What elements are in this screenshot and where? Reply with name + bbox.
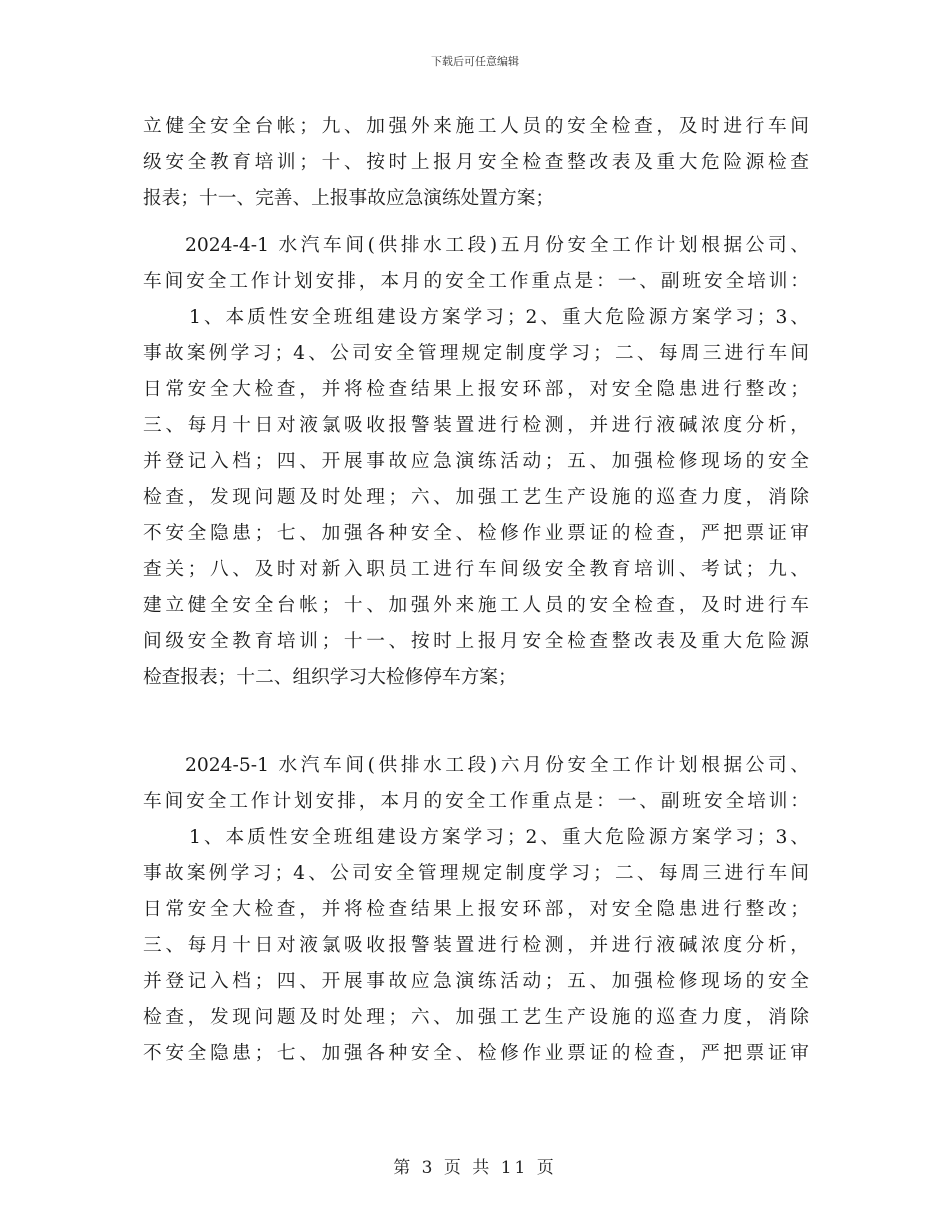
text-line: 间级安全教育培训；十一、按时上报月安全检查整改表及重大危险源	[143, 631, 809, 652]
text-line: 日常安全大检查，并将检查结果上报安环部，对安全隐患进行整改；	[143, 899, 809, 920]
text-line: 三、每月十日对液氯吸收报警装置进行检测，并进行液碱浓度分析，	[143, 415, 809, 436]
text-line: 1、本质性安全班组建设方案学习；2、重大危险源方案学习；3、	[189, 827, 809, 848]
text-line: 车间安全工作计划安排，本月的安全工作重点是：一、副班安全培训：	[143, 791, 809, 812]
paragraph-june-plan	[143, 748, 809, 1072]
text-line: 检查，发现问题及时处理；六、加强工艺生产设施的巡查力度，消除	[143, 487, 809, 508]
text-line: 并登记入档；四、开展事故应急演练活动；五、加强检修现场的安全	[143, 971, 809, 992]
text-line: 查关；八、及时对新入职员工进行车间级安全教育培训、考试；九、	[143, 559, 809, 580]
text-line: 报表；十一、完善、上报事故应急演练处置方案；	[143, 188, 555, 209]
text-line: 1、本质性安全班组建设方案学习；2、重大危险源方案学习；3、	[189, 307, 809, 328]
page-header: 下载后可任意编辑	[431, 55, 519, 68]
text-line: 日常安全大检查，并将检查结果上报安环部，对安全隐患进行整改；	[143, 379, 809, 400]
text-line: 不安全隐患；七、加强各种安全、检修作业票证的检查，严把票证审	[143, 1043, 809, 1064]
text-line: 2024-5-1 水汽车间(供排水工段)六月份安全工作计划根据公司、	[185, 755, 809, 776]
text-line: 三、每月十日对液氯吸收报警装置进行检测，并进行液碱浓度分析，	[143, 935, 809, 956]
text-line: 检查报表；十二、组织学习大检修停车方案；	[143, 667, 517, 688]
text-line: 不安全隐患；七、加强各种安全、检修作业票证的检查，严把票证审	[143, 523, 809, 544]
text-line: 检查，发现问题及时处理；六、加强工艺生产设施的巡查力度，消除	[143, 1007, 809, 1028]
text-line: 车间安全工作计划安排，本月的安全工作重点是：一、副班安全培训：	[143, 271, 809, 292]
text-line: 建立健全安全台帐；十、加强外来施工人员的安全检查，及时进行车	[143, 595, 809, 616]
paragraph-may-plan	[143, 228, 809, 696]
page-footer: 第 3 页 共 11 页	[393, 1158, 557, 1178]
text-line: 事故案例学习；4、公司安全管理规定制度学习；二、每周三进行车间	[143, 343, 809, 364]
text-line: 并登记入档；四、开展事故应急演练活动；五、加强检修现场的安全	[143, 451, 809, 472]
text-line: 立健全安全台帐；九、加强外来施工人员的安全检查，及时进行车间	[143, 116, 809, 137]
text-line: 2024-4-1 水汽车间(供排水工段)五月份安全工作计划根据公司、	[185, 235, 809, 256]
text-line: 事故案例学习；4、公司安全管理规定制度学习；二、每周三进行车间	[143, 863, 809, 884]
text-line: 级安全教育培训；十、按时上报月安全检查整改表及重大危险源检查	[143, 152, 809, 173]
paragraph-continued	[143, 109, 809, 217]
